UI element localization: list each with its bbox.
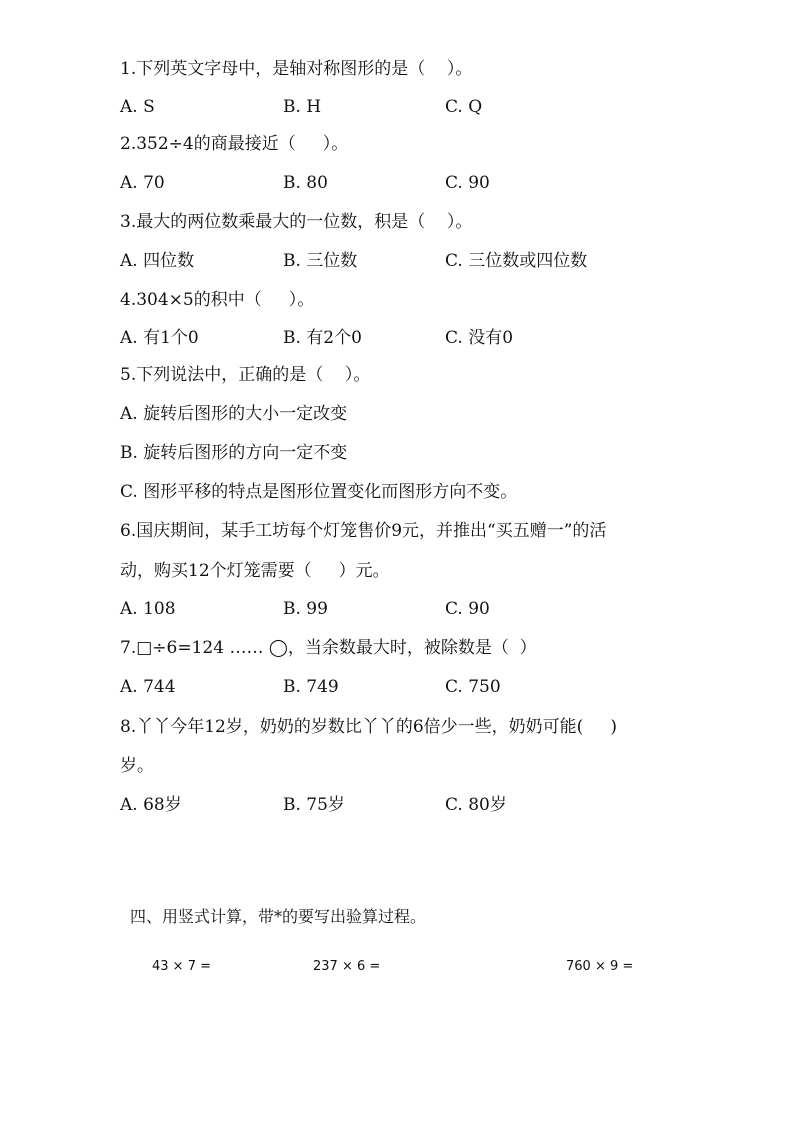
question-5-option-b: B. 旋转后图形的方向一定不变 bbox=[120, 443, 348, 463]
question-6-option-b: B. 99 bbox=[283, 599, 328, 619]
question-7-option-c: C. 750 bbox=[445, 677, 501, 697]
question-2-option-a: A. 70 bbox=[120, 173, 165, 193]
question-5-stem: 5.下列说法中，正确的是（ ）。 bbox=[120, 365, 371, 385]
question-4-option-b: B. 有2个0 bbox=[283, 328, 362, 348]
question-1-option-b: B. H bbox=[283, 97, 322, 117]
question-6-option-a: A. 108 bbox=[120, 599, 176, 619]
question-7-option-a: A. 744 bbox=[120, 677, 176, 697]
question-6-stem: 6.国庆期间，某手工坊每个灯笼售价9元，并推出“买五赠一”的活 bbox=[120, 521, 607, 541]
question-3-option-b: B. 三位数 bbox=[283, 251, 358, 271]
question-8-option-c: C. 80岁 bbox=[445, 795, 507, 815]
question-3-option-c: C. 三位数或四位数 bbox=[445, 251, 588, 271]
question-1-option-c: C. Q bbox=[445, 97, 483, 117]
question-8-stem-continued: 岁。 bbox=[120, 756, 154, 776]
calc-item-3: 760 × 9 = bbox=[566, 959, 634, 974]
question-5-option-c: C. 图形平移的特点是图形位置变化而图形方向不变。 bbox=[120, 482, 518, 502]
question-8-option-a: A. 68岁 bbox=[120, 795, 182, 815]
question-4-stem: 4.304×5的积中（ ）。 bbox=[120, 290, 315, 310]
question-6-stem-continued: 动，购买12个灯笼需要（ ）元。 bbox=[120, 561, 390, 581]
calc-item-1: 43 × 7 = bbox=[152, 959, 211, 974]
question-8-option-b: B. 75岁 bbox=[283, 795, 345, 815]
question-3-stem: 3.最大的两位数乘最大的一位数，积是（ ）。 bbox=[120, 212, 473, 232]
question-8-stem: 8.丫丫今年12岁，奶奶的岁数比丫丫的6倍少一些，奶奶可能( ) bbox=[120, 717, 617, 737]
section-4-title: 四、用竖式计算，带*的要写出验算过程。 bbox=[130, 907, 427, 926]
question-2-option-c: C. 90 bbox=[445, 173, 490, 193]
question-4-option-c: C. 没有0 bbox=[445, 328, 514, 348]
question-6-option-c: C. 90 bbox=[445, 599, 490, 619]
question-7-stem: 7.□÷6=124 …… ◯，当余数最大时，被除数是（ ） bbox=[120, 638, 537, 658]
question-7-option-b: B. 749 bbox=[283, 677, 339, 697]
question-1-option-a: A. S bbox=[120, 97, 155, 117]
question-1-stem: 1.下列英文字母中，是轴对称图形的是（ ）。 bbox=[120, 59, 473, 79]
question-2-stem: 2.352÷4的商最接近（ ）。 bbox=[120, 134, 349, 154]
calc-item-2: 237 × 6 = bbox=[313, 959, 381, 974]
question-2-option-b: B. 80 bbox=[283, 173, 328, 193]
question-3-option-a: A. 四位数 bbox=[120, 251, 195, 271]
question-4-option-a: A. 有1个0 bbox=[120, 328, 199, 348]
question-5-option-a: A. 旋转后图形的大小一定改变 bbox=[120, 404, 348, 424]
